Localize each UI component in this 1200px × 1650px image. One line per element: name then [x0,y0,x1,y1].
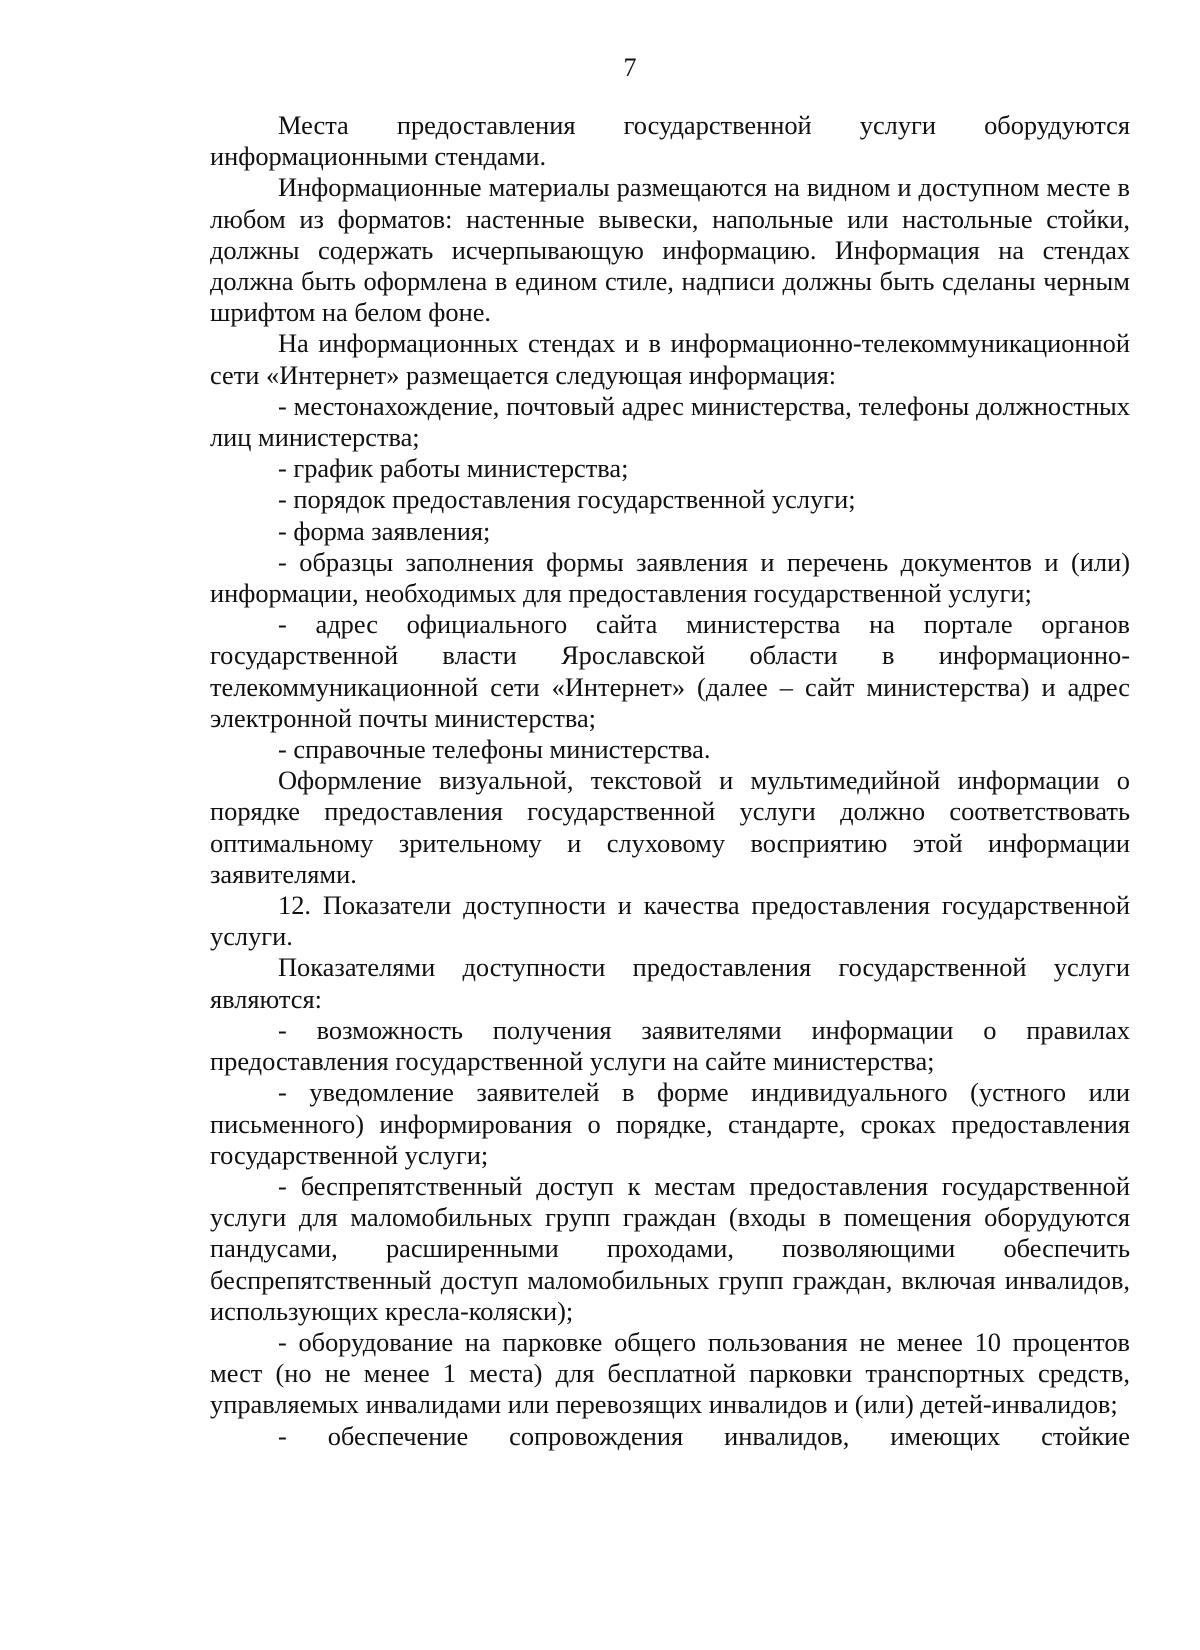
list-item-notification: - уведомление заявителей в форме индивидуального (устного или письменного) информирования о порядке, стандарте, сроках предоставления государственной услуги; [210,1077,1130,1170]
list-item-form-samples: - образцы заполнения формы заявления и перечень документов и (или) информации, необходимых для предоставления государственной услуги; [210,546,1130,609]
page-number: 7 [623,53,637,82]
list-item-escort: - обеспечение сопровождения инвалидов, имеющих стойкие [278,1420,1130,1451]
list-item-application-form: - форма заявления; [278,515,491,546]
list-item-parking: - оборудование на парковке общего пользования не менее 10 процентов мест (но не менее 1 места) для бесплатной парковки транспортных средств, управляемых инвалидами или перевозящих инвалидов и (или) детей-инвалидов; [210,1326,1130,1420]
paragraph-accessibility-intro: Показателями доступности предоставления государственной услуги являются: [210,952,1130,1014]
document-body [210,110,1130,1452]
list-item-reference-phones: - справочные телефоны министерства. [278,734,711,765]
paragraph-posted-info-intro: На информационных стендах и в информационно-телекоммуникационной сети «Интернет» размещается следующая информация: [210,328,1130,390]
paragraph-info-materials: Информационные материалы размещаются на видном и доступном месте в любом из форматов: настенные вывески, напольные или настольные стойки, должны содержать исчерпывающую информацию. Информация на стендах должна быть оформлена в едином стиле, надписи должны быть сделаны черным шрифтом на белом фоне. [210,172,1130,328]
section-heading-12: 12. Показатели доступности и качества предоставления государственной услуги. [210,890,1130,952]
list-item-info-on-website: - возможность получения заявителями информации о правилах предоставления государственной услуги на сайте министерства; [210,1014,1130,1077]
list-item-location: - местонахождение, почтовый адрес министерства, телефоны должностных лиц министерства; [210,390,1130,453]
list-item-schedule: - график работы министерства; [278,453,629,484]
list-item-website-address: - адрес официального сайта министерства на портале органов государственной власти Ярославской области в информационно-телекоммуникационной сети «Интернет» (далее – сайт министерства) и адрес электронной почты министерства; [210,609,1130,733]
paragraph-stands-equipment: Места предоставления государственной услуги оборудуются информационными стендами. [210,110,1130,172]
list-item-procedure: - порядок предоставления государственной услуги; [278,484,856,515]
paragraph-visual-design: Оформление визуальной, текстовой и мультимедийной информации о порядке предоставления государственной услуги должно соответствовать оптимальному зрительному и слуховому восприятию этой информации заявителями. [210,765,1130,889]
list-item-barrier-free-access: - беспрепятственный доступ к местам предоставления государственной услуги для маломобильных групп граждан (входы в помещения оборудуются пандусами, расширенными проходами, позволяющими обеспечить беспрепятственный доступ маломобильных групп граждан, включая инвалидов, использующих кресла-коляски); [210,1170,1130,1326]
